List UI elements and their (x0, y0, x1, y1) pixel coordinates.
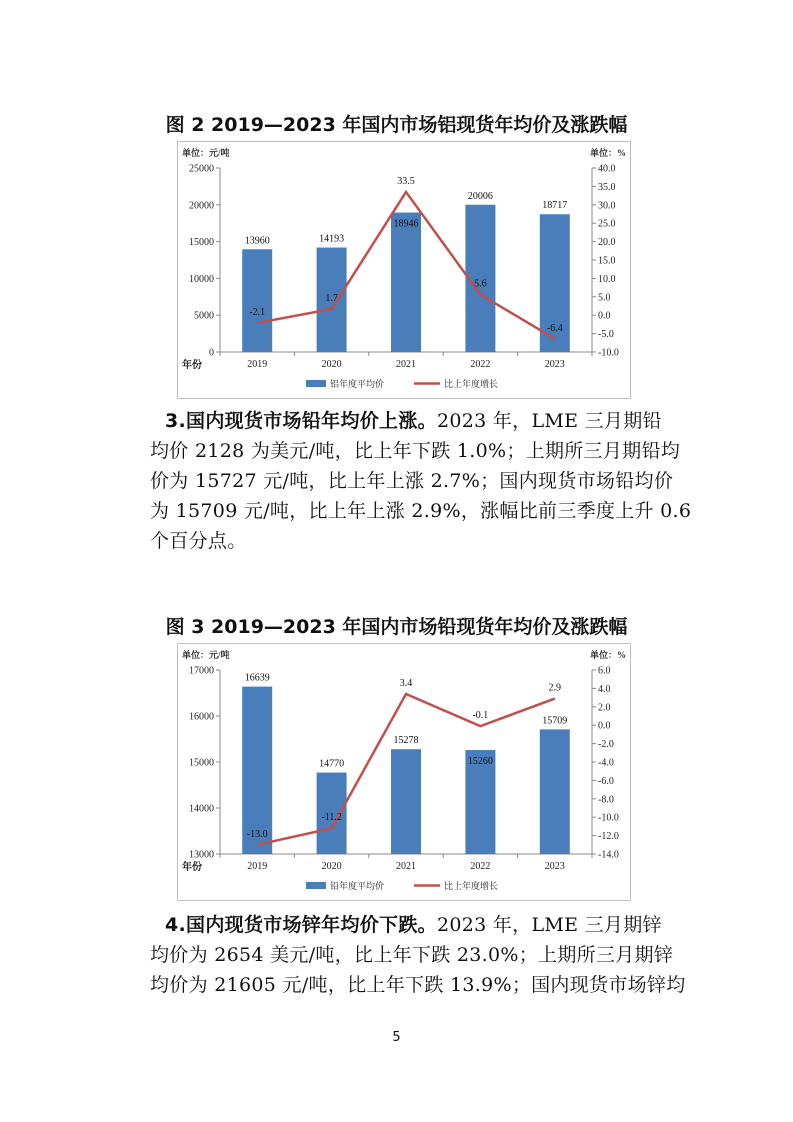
line-value-label: 3.4 (399, 677, 413, 689)
paragraph-zinc-line-3: 均价为 21605 元/吨，比上年下跌 13.9%；国内现货市场锌均 (150, 974, 686, 996)
left-axis-tick-label: 16000 (189, 711, 214, 723)
legend-line-label: 比上年度增长 (444, 379, 499, 389)
right-axis-tick-label: 0.0 (598, 310, 611, 322)
left-axis-tick-label: 15000 (189, 237, 214, 249)
page-number: 5 (392, 1030, 401, 1045)
x-axis-tick-label: 2022 (470, 861, 491, 872)
right-axis-tick-label: -10.0 (598, 347, 619, 359)
paragraph-lead-line-5: 个百分点。 (150, 530, 247, 552)
x-axis-tick-label: 2021 (396, 861, 416, 872)
line-value-label: -2.1 (249, 306, 266, 318)
left-unit-label: 单位：元/吨 (182, 650, 230, 660)
left-axis-tick-label: 20000 (189, 200, 214, 212)
line-value-label: -11.2 (321, 812, 342, 824)
right-axis-tick-label: 0.0 (598, 720, 611, 732)
x-axis-tick-label: 2019 (247, 861, 268, 872)
figure-3-title: 图 3 2019—2023 年国内市场铅现货年均价及涨跌幅 (165, 616, 628, 638)
left-axis-tick-label: 5000 (194, 310, 214, 322)
right-axis-tick-label: 2.0 (598, 702, 611, 714)
left-unit-label: 单位：元/吨 (182, 148, 230, 158)
legend-bar-swatch (306, 882, 326, 889)
x-axis-tick-label: 2023 (544, 359, 565, 370)
right-axis-tick-label: 40.0 (598, 163, 616, 175)
right-axis-tick-label: 4.0 (598, 683, 611, 695)
right-axis-tick-label: 15.0 (598, 255, 616, 267)
bar (391, 213, 421, 352)
paragraph-zinc-heading: 4.国内现货市场锌年均价下跌。 (165, 914, 437, 936)
bar (540, 729, 570, 854)
right-axis-tick-label: 10.0 (598, 273, 616, 285)
left-axis-tick-label: 17000 (189, 665, 214, 677)
figure-2-chart (177, 141, 631, 399)
bar-value-label: 18946 (393, 218, 419, 230)
figure-2-title: 图 2 2019—2023 年国内市场铝现货年均价及涨跌幅 (165, 114, 628, 136)
bar-value-label: 15709 (542, 715, 568, 727)
right-axis-tick-label: 6.0 (598, 665, 611, 677)
left-axis-tick-label: 0 (209, 347, 214, 359)
right-axis-tick-label: 35.0 (598, 181, 616, 193)
paragraph-lead-line-1 (150, 406, 680, 436)
bar-value-label: 13960 (244, 235, 270, 247)
line-value-label: -0.1 (472, 710, 489, 722)
paragraph-lead (150, 406, 692, 556)
legend-bar-label: 铅年度平均价 (330, 881, 385, 891)
paragraph-lead-heading: 3.国内现货市场铅年均价上涨。 (165, 410, 437, 432)
right-unit-label: 单位：% (589, 148, 626, 158)
right-axis-tick-label: 25.0 (598, 218, 616, 230)
paragraph-zinc-line-2: 均价为 2654 美元/吨，比上年下跌 23.0%；上期所三月期锌 (150, 944, 674, 966)
x-axis-tick-label: 2020 (321, 359, 342, 370)
line-value-label: 1.7 (325, 292, 338, 304)
x-axis-tick-label: 2021 (396, 359, 416, 370)
legend-line-label: 比上年度增长 (444, 881, 499, 891)
line-value-label: 33.5 (397, 175, 415, 187)
right-axis-tick-label: -12.0 (598, 831, 619, 843)
right-axis-tick-label: -4.0 (598, 757, 614, 769)
figure-3-chart (177, 643, 631, 901)
paragraph-zinc (150, 910, 686, 1000)
left-axis-tick-label: 14000 (189, 803, 214, 815)
right-axis-tick-label: 30.0 (598, 200, 616, 212)
right-axis-tick-label: -5.0 (598, 329, 614, 341)
legend-bar-swatch (306, 380, 326, 387)
line-value-label: -13.0 (246, 828, 268, 840)
bar (242, 249, 272, 352)
right-axis-tick-label: -8.0 (598, 794, 614, 806)
right-axis-tick-label: 20.0 (598, 237, 616, 249)
bar-value-label: 15278 (393, 735, 419, 747)
paragraph-lead-line-2: 均价 2128 为美元/吨，比上年下跌 1.0%；上期所三月期铅均 (150, 440, 681, 462)
right-axis-tick-label: -6.0 (598, 775, 614, 787)
x-axis-label: 年份 (182, 360, 202, 371)
right-axis-tick-label: -10.0 (598, 812, 619, 824)
figure-3-chart-svg (178, 644, 630, 900)
legend-bar-label: 铝年度平均价 (330, 379, 385, 389)
bar-value-label: 15260 (467, 756, 493, 768)
paragraph-lead-text: 2023 年，LME 三月期铅 (436, 410, 662, 432)
bar-value-label: 20006 (467, 190, 493, 202)
bar-value-label: 14193 (319, 233, 345, 245)
left-axis-tick-label: 25000 (189, 163, 214, 175)
bar (391, 749, 421, 854)
x-axis-label: 年份 (182, 862, 202, 873)
line-value-label: 5.6 (474, 278, 487, 290)
bar-value-label: 18717 (542, 200, 568, 212)
left-axis-tick-label: 13000 (189, 849, 214, 861)
paragraph-lead-line-3: 价为 15727 元/吨，比上年上涨 2.7%；国内现货市场铅均价 (150, 470, 674, 492)
x-axis-tick-label: 2023 (544, 861, 565, 872)
line-value-label: 2.9 (548, 682, 562, 694)
left-axis-tick-label: 10000 (189, 273, 214, 285)
bar-value-label: 16639 (244, 672, 270, 684)
right-axis-tick-label: -14.0 (598, 849, 619, 861)
x-axis-tick-label: 2022 (470, 359, 491, 370)
right-unit-label: 单位：% (589, 650, 626, 660)
left-axis-tick-label: 15000 (189, 757, 214, 769)
x-axis-tick-label: 2020 (321, 861, 342, 872)
paragraph-lead-line-4: 为 15709 元/吨，比上年上涨 2.9%，涨幅比前三季度上升 0.6 (150, 500, 692, 522)
paragraph-zinc-text: 2023 年，LME 三月期锌 (436, 914, 662, 936)
right-axis-tick-label: -2.0 (598, 739, 614, 751)
line-value-label: -6.4 (546, 322, 563, 334)
right-axis-tick-label: 5.0 (598, 292, 611, 304)
x-axis-tick-label: 2019 (247, 359, 268, 370)
bar-value-label: 14770 (319, 758, 345, 770)
figure-2-chart-svg (178, 142, 630, 398)
paragraph-zinc-line-1 (150, 910, 680, 940)
